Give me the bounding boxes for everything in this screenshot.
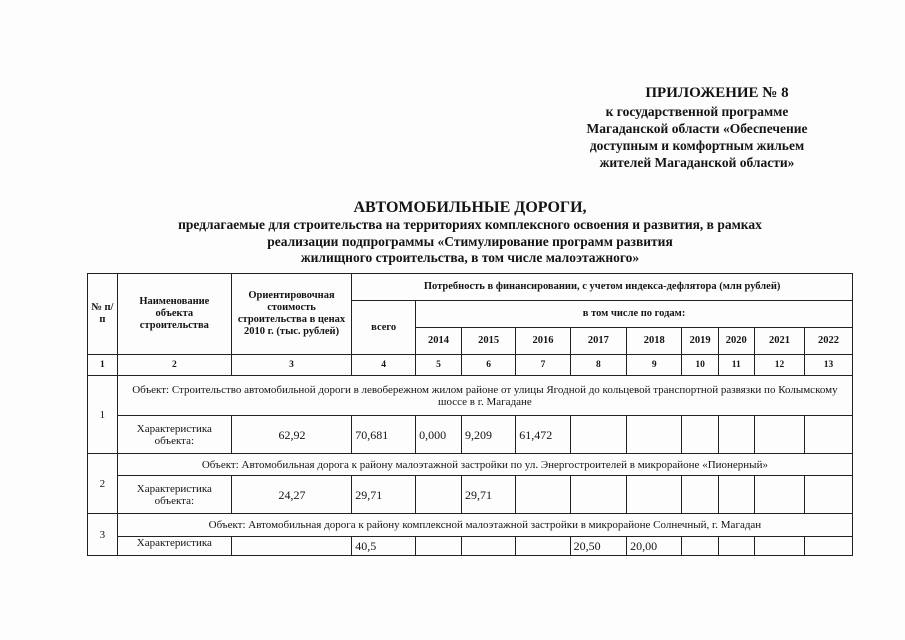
year-cell	[754, 537, 804, 556]
year-cell	[754, 476, 804, 514]
column-number: 8	[570, 355, 626, 376]
header-by-years: в том числе по годам:	[416, 301, 853, 328]
year-cell	[627, 416, 682, 454]
year-cell	[416, 476, 462, 514]
year-cell	[570, 416, 626, 454]
year-cell	[627, 476, 682, 514]
header-name: Наименование объекта строительства	[117, 274, 231, 355]
header-year: 2014	[416, 328, 462, 355]
characteristics-row	[88, 537, 853, 556]
year-cell: 0,000	[416, 416, 462, 454]
object-title: Объект: Автомобильная дорога к району комплексной малоэтажной застройки в микрорайоне Солнечный, г. Магадан	[117, 514, 852, 537]
year-cell	[682, 476, 718, 514]
annex-block	[547, 84, 847, 171]
cost-cell	[231, 537, 351, 556]
header-total: всего	[352, 301, 416, 355]
column-number: 12	[754, 355, 804, 376]
header-num: № п/п	[88, 274, 118, 355]
total-cell: 40,5	[352, 537, 416, 556]
object-row	[88, 376, 853, 416]
year-cell	[804, 476, 852, 514]
characteristics-label: Характеристика объекта:	[117, 476, 231, 514]
characteristics-row	[88, 476, 853, 514]
object-row	[88, 514, 853, 537]
object-title: Объект: Автомобильная дорога к району малоэтажной застройки по ул. Энергостроителей в микрорайоне «Пионерный»	[117, 454, 852, 476]
column-number: 9	[627, 355, 682, 376]
year-cell	[718, 416, 754, 454]
column-number: 11	[718, 355, 754, 376]
characteristics-label: Характеристика	[117, 537, 231, 556]
header-cost: Ориентировочная стоимость строительства в ценах 2010 г. (тыс. рублей)	[231, 274, 351, 355]
year-cell	[416, 537, 462, 556]
column-number: 2	[117, 355, 231, 376]
roads-table	[87, 273, 853, 556]
year-cell	[754, 416, 804, 454]
year-cell	[682, 537, 718, 556]
column-number: 5	[416, 355, 462, 376]
header-year: 2018	[627, 328, 682, 355]
year-cell	[516, 537, 570, 556]
year-cell	[718, 537, 754, 556]
cost-cell: 62,92	[231, 416, 351, 454]
year-cell	[461, 537, 515, 556]
header-year: 2020	[718, 328, 754, 355]
year-cell	[718, 476, 754, 514]
total-cell: 70,681	[352, 416, 416, 454]
column-number: 1	[88, 355, 118, 376]
object-title: Объект: Строительство автомобильной дороги в левобережном жилом районе от улицы Ягодной до кольцевой транспортной развязки по Колымскому шоссе в г. Магадане	[117, 376, 852, 416]
column-number: 4	[352, 355, 416, 376]
year-cell	[516, 476, 570, 514]
annex-line: жителей Магаданской области»	[599, 155, 795, 170]
annex-line: к государственной программе	[605, 104, 789, 119]
year-cell	[804, 537, 852, 556]
year-cell: 29,71	[461, 476, 515, 514]
year-cell: 61,472	[516, 416, 570, 454]
column-number: 7	[516, 355, 570, 376]
row-number: 3	[88, 514, 118, 556]
row-number: 2	[88, 454, 118, 514]
year-cell: 20,00	[627, 537, 682, 556]
year-cell: 20,50	[570, 537, 626, 556]
year-cell	[570, 476, 626, 514]
characteristics-label: Характеристика объекта:	[117, 416, 231, 454]
document-heading	[110, 198, 830, 267]
column-number: 13	[804, 355, 852, 376]
column-number: 6	[461, 355, 515, 376]
header-year: 2017	[570, 328, 626, 355]
header-year: 2022	[804, 328, 852, 355]
year-cell	[804, 416, 852, 454]
annex-line: доступным и комфортным жильем	[589, 138, 805, 153]
column-numbers-row	[88, 355, 853, 376]
document-subtitle-line: предлагаемые для строительства на территориях комплексного освоения и развития, в рамках	[178, 217, 762, 232]
row-number: 1	[88, 376, 118, 454]
column-number: 10	[682, 355, 718, 376]
year-cell	[682, 416, 718, 454]
column-number: 3	[231, 355, 351, 376]
header-year: 2016	[516, 328, 570, 355]
characteristics-row	[88, 416, 853, 454]
document-subtitle-line: реализации подпрограммы «Стимулирование программ развития	[267, 233, 673, 249]
total-cell: 29,71	[352, 476, 416, 514]
header-year: 2015	[461, 328, 515, 355]
annex-title: ПРИЛОЖЕНИЕ № 8	[645, 85, 789, 101]
document-title: АВТОМОБИЛЬНЫЕ ДОРОГИ,	[353, 199, 587, 216]
header-year: 2021	[754, 328, 804, 355]
cost-cell: 24,27	[231, 476, 351, 514]
header-row	[88, 274, 853, 301]
object-row	[88, 454, 853, 476]
annex-line: Магаданской области «Обеспечение	[586, 121, 808, 136]
header-need: Потребность в финансировании, с учетом индекса-дефлятора (млн рублей)	[352, 274, 853, 301]
document-subtitle-line: жилищного строительства, в том числе малоэтажного»	[300, 250, 640, 265]
year-cell: 9,209	[461, 416, 515, 454]
header-year: 2019	[682, 328, 718, 355]
